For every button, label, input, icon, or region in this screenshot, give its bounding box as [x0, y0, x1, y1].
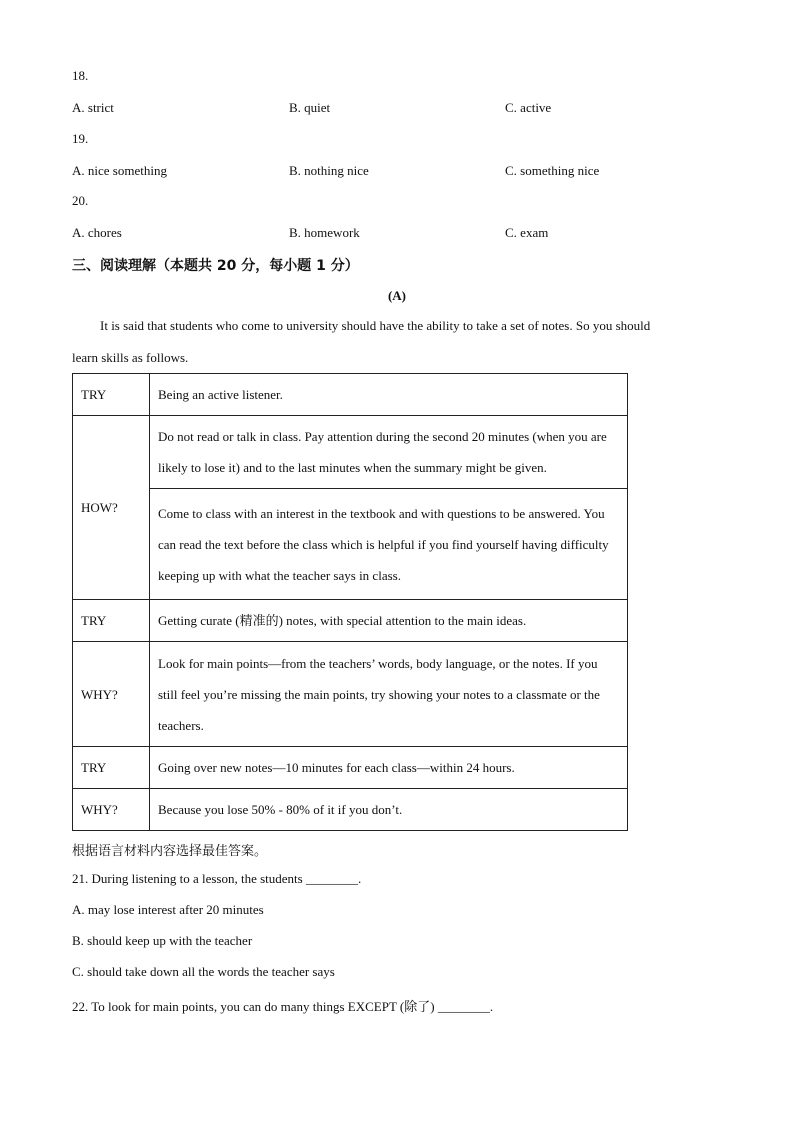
- q22-stem: 22. To look for main points, you can do many things EXCEPT (除了) ________.: [72, 999, 494, 1014]
- q19-option-b: B. nothing nice: [289, 163, 369, 178]
- row-value: Being an active listener.: [150, 374, 628, 416]
- q21-stem: 21. During listening to a lesson, the students ________.: [72, 871, 362, 886]
- row-key: TRY: [73, 747, 150, 789]
- table-row: [73, 374, 628, 416]
- row-key: TRY: [73, 600, 150, 642]
- row-value: Come to class with an interest in the textbook and with questions to be answered. You can read the text before the class which is helpful if you find yourself having difficulty keeping up with what the teacher says in class.: [150, 489, 628, 600]
- table-row: [73, 489, 628, 600]
- passage-title: (A): [387, 288, 407, 303]
- q21-option-c: C. should take down all the words the teacher says: [72, 964, 335, 979]
- q20-option-a: A. chores: [72, 225, 122, 240]
- question-20-number: 20.: [72, 193, 89, 208]
- row-value: Going over new notes—10 minutes for each class—within 24 hours.: [150, 747, 628, 789]
- table-row: [73, 747, 628, 789]
- question-19-number: 19.: [72, 131, 89, 146]
- section-title: 三、阅读理解（本题共 20 分，每小题 1 分）: [72, 258, 359, 274]
- row-value: Because you lose 50% - 80% of it if you don’t.: [150, 789, 628, 831]
- q20-option-b: B. homework: [289, 225, 360, 240]
- q21-option-a: A. may lose interest after 20 minutes: [72, 902, 264, 917]
- intro-line-2: learn skills as follows.: [72, 350, 189, 365]
- intro-line-1: It is said that students who come to university should have the ability to take a set of notes. So you should: [100, 318, 651, 333]
- row-value: Getting curate (精准的) notes, with special attention to the main ideas.: [150, 600, 628, 642]
- notes-table: [72, 373, 628, 831]
- q18-option-a: A. strict: [72, 100, 114, 115]
- q19-option-a: A. nice something: [72, 163, 167, 178]
- q20-option-c: C. exam: [505, 225, 549, 240]
- row-key: WHY?: [73, 642, 150, 747]
- instruction: 根据语言材料内容选择最佳答案。: [72, 844, 268, 859]
- table-row: [73, 789, 628, 831]
- row-value: Do not read or talk in class. Pay attention during the second 20 minutes (when you are likely to lose it) and to the last minutes when the summary might be given.: [150, 416, 628, 489]
- row-value: Look for main points—from the teachers’ words, body language, or the notes. If you still feel you’re missing the main points, try showing your notes to a classmate or the teachers.: [150, 642, 628, 747]
- row-key: TRY: [73, 374, 150, 416]
- q18-option-b: B. quiet: [289, 100, 331, 115]
- row-key: WHY?: [73, 789, 150, 831]
- table-row: [73, 416, 628, 489]
- table-row: [73, 600, 628, 642]
- q19-option-c: C. something nice: [505, 163, 600, 178]
- q18-option-c: C. active: [505, 100, 552, 115]
- q21-option-b: B. should keep up with the teacher: [72, 933, 253, 948]
- table-row: [73, 642, 628, 747]
- row-key: HOW?: [73, 416, 150, 600]
- question-18-number: 18.: [72, 68, 89, 83]
